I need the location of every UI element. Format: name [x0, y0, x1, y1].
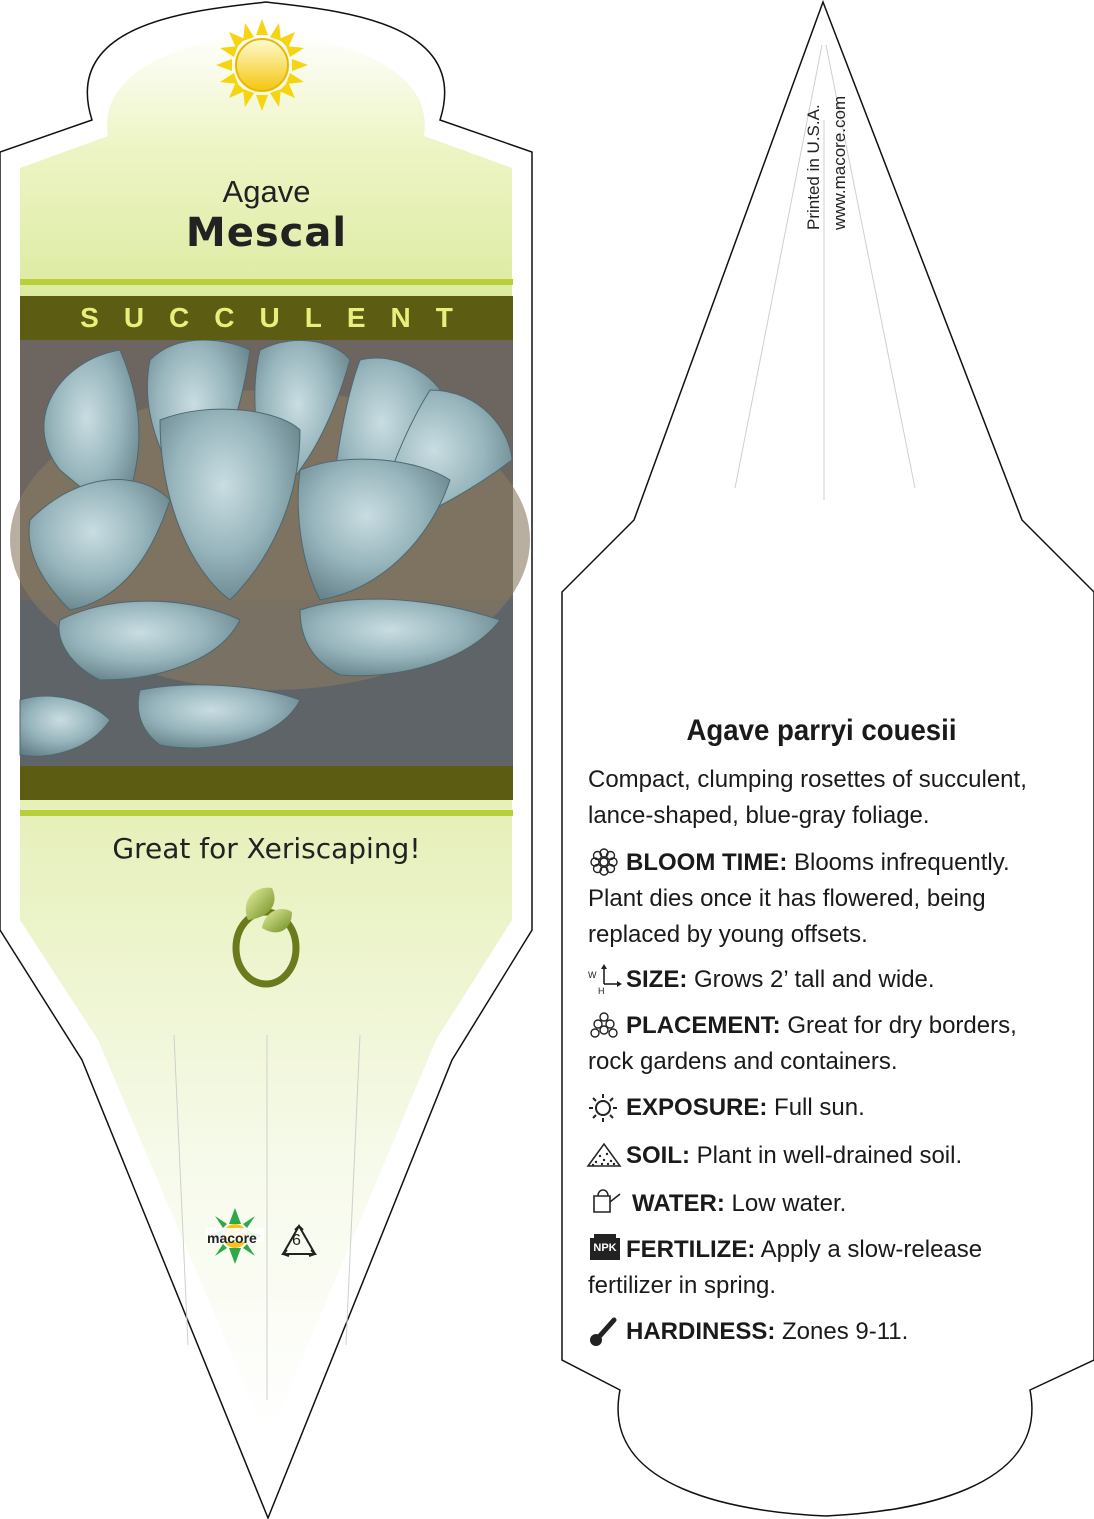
- accent-line-bottom: [20, 810, 513, 816]
- recycle-code: 6: [292, 1232, 301, 1249]
- care-text: Blooms infrequently. Plant dies once it has flowered, being replaced by young offsets.: [588, 849, 1010, 948]
- plant-photo: [10, 340, 530, 766]
- size-icon-h: H: [598, 986, 605, 996]
- accent-line-top: [20, 279, 513, 285]
- care-label: SOIL:: [626, 1142, 690, 1169]
- care-placement: [588, 1008, 1058, 1080]
- care-label: HARDINESS:: [626, 1318, 776, 1345]
- photo-bottom-bar: [20, 766, 513, 800]
- size-icon-w: W: [588, 970, 597, 980]
- care-label: SIZE:: [626, 966, 688, 993]
- description: Compact, clumping rosettes of succulent, lance-shaped, blue-gray foliage.: [588, 766, 1027, 829]
- fertilizer-icon-label: NPK: [593, 1242, 617, 1254]
- tagline: Great for Xeriscaping!: [112, 832, 421, 865]
- care-bloom-time: [588, 845, 1068, 953]
- care-text: Zones 9-11.: [782, 1318, 909, 1345]
- macore-brand-text: macore: [207, 1230, 257, 1246]
- care-water: [588, 1186, 1058, 1222]
- care-label: BLOOM TIME:: [626, 849, 788, 876]
- care-size: [588, 962, 1058, 998]
- botanical-name: Agave parryi couesii: [686, 714, 957, 747]
- care-text: Apply a slow-release fertilizer in spring.: [588, 1236, 983, 1299]
- category-label: SUCCULENT: [80, 302, 478, 333]
- care-text: Great for dry borders, rock gardens and containers.: [588, 1012, 1017, 1075]
- care-label: FERTILIZE:: [626, 1236, 756, 1263]
- care-label: EXPOSURE:: [626, 1094, 768, 1121]
- care-fertilize: [588, 1232, 1058, 1304]
- sun-icon: [216, 19, 308, 111]
- care-hardiness: [588, 1314, 1058, 1350]
- website-url: www.macore.com: [830, 95, 849, 230]
- common-name-line2: Mescal: [185, 210, 348, 256]
- care-text: Grows 2’ tall and wide.: [694, 966, 935, 993]
- common-name-line1: Agave: [222, 174, 311, 209]
- care-soil: [588, 1138, 1058, 1174]
- printed-in-usa: Printed in U.S.A.: [804, 104, 823, 230]
- care-text: Low water.: [731, 1190, 847, 1217]
- care-exposure: [588, 1090, 1058, 1126]
- care-text: Full sun.: [774, 1094, 865, 1121]
- care-text: Plant in well-drained soil.: [696, 1142, 963, 1169]
- care-label: PLACEMENT:: [626, 1012, 781, 1039]
- care-label: WATER:: [632, 1190, 725, 1217]
